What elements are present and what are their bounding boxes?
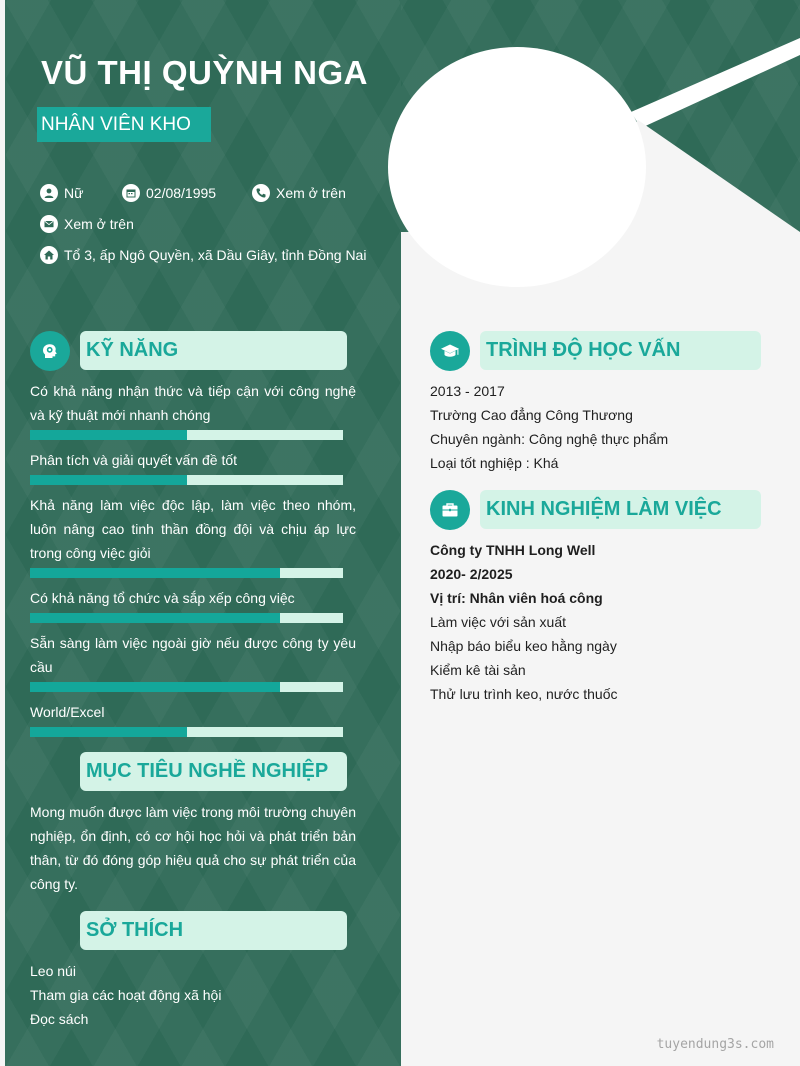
skill-bar-fill: [30, 727, 187, 737]
candidate-name: VŨ THỊ QUỲNH NGA: [41, 54, 369, 91]
objective-header: MỤC TIÊU NGHỀ NGHIỆP: [80, 752, 347, 791]
skill-text: Có khả năng tổ chức và sắp xếp công việc: [30, 590, 295, 606]
user-icon: [40, 184, 58, 202]
phone-info: [252, 184, 346, 202]
gender-info: [40, 184, 83, 202]
email-info: [40, 215, 134, 233]
calendar-icon: [122, 184, 140, 202]
skill-text: Sẵn sàng làm việc ngoài giờ nếu được công ty yêu cầu: [30, 635, 356, 675]
birthday-info: [122, 184, 216, 202]
mail-icon: [40, 215, 58, 233]
objective-text: Mong muốn được làm việc trong môi trường chuyên nghiệp, ổn định, có cơ hội học hỏi và phát triển bản thân, từ đó đóng góp hiệu quả cho sự phát triển của công ty.: [30, 804, 356, 892]
skill-bar: [30, 475, 343, 485]
experience-task: Thử lưu trình keo, nước thuốc: [430, 686, 618, 702]
skill-bar: [30, 613, 343, 623]
skill-bar-fill: [30, 475, 187, 485]
skill-text: Khả năng làm việc độc lập, làm việc theo nhóm, luôn nâng cao tinh thần đồng đội và chịu áp lực trong công việc giỏi: [30, 497, 356, 561]
education-section-icon: [430, 331, 470, 371]
address-text: Tổ 3, ấp Ngô Quyền, xã Dầu Giây, tỉnh Đồng Nai: [64, 247, 367, 263]
phone-text: Xem ở trên: [276, 185, 346, 201]
skill-text: Có khả năng nhận thức và tiếp cận với công nghệ và kỹ thuật mới nhanh chóng: [30, 383, 356, 423]
skill-bar: [30, 430, 343, 440]
skills-header: KỸ NĂNG: [80, 331, 347, 370]
skill-text: World/Excel: [30, 704, 105, 720]
experience-task: Kiểm kê tài sản: [430, 662, 526, 678]
education-school: Trường Cao đẳng Công Thương: [430, 407, 633, 423]
skill-bar-fill: [30, 613, 280, 623]
experience-position: Vị trí: Nhân viên hoá công: [430, 590, 603, 606]
address-info: [40, 246, 366, 264]
skill-text: Phân tích và giải quyết vấn đề tốt: [30, 452, 238, 468]
experience-header: KINH NGHIỆM LÀM VIỆC: [480, 490, 761, 529]
skill-bar: [30, 682, 343, 692]
phone-icon: [252, 184, 270, 202]
skill-bar-fill: [30, 568, 280, 578]
education-grade: Loại tốt nghiệp : Khá: [430, 455, 559, 471]
hobby-item: Tham gia các hoạt động xã hội: [30, 987, 222, 1003]
gender-text: Nữ: [64, 185, 84, 201]
education-period: 2013 - 2017: [430, 383, 505, 399]
profile-photo: [388, 47, 646, 287]
experience-task: Nhập báo biểu keo hằng ngày: [430, 638, 617, 654]
hobby-item: Đọc sách: [30, 1011, 89, 1027]
head-gear-icon: [39, 340, 61, 362]
experience-section-icon: [430, 490, 470, 530]
hobbies-header: SỞ THÍCH: [80, 911, 347, 950]
birthday-text: 02/08/1995: [146, 185, 217, 201]
hobby-item: Leo núi: [30, 963, 76, 979]
watermark: tuyendung3s.com: [656, 1037, 774, 1052]
home-icon: [40, 246, 58, 264]
experience-period: 2020- 2/2025: [430, 566, 513, 582]
graduation-cap-icon: [439, 340, 461, 362]
job-title-badge: NHÂN VIÊN KHO: [37, 107, 211, 142]
briefcase-icon: [439, 499, 461, 521]
skill-bar: [30, 727, 343, 737]
education-major: Chuyên ngành: Công nghệ thực phẩm: [430, 431, 669, 447]
skill-bar: [30, 568, 343, 578]
email-text: Xem ở trên: [64, 216, 134, 232]
skill-bar-fill: [30, 430, 187, 440]
skill-bar-fill: [30, 682, 280, 692]
skills-section-icon: [30, 331, 70, 371]
experience-task: Làm việc với sản xuất: [430, 614, 567, 630]
education-header: TRÌNH ĐỘ HỌC VẤN: [480, 331, 761, 370]
experience-company: Công ty TNHH Long Well: [430, 542, 596, 558]
